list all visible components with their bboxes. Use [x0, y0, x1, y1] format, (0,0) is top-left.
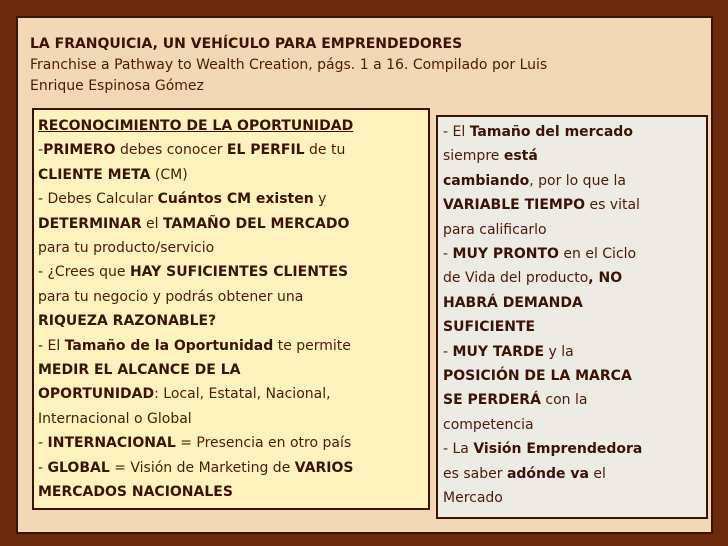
slide-header: [30, 34, 701, 97]
text-line: OPORTUNIDAD: Local, Estatal, Nacional,: [38, 386, 331, 403]
text-line: - MUY PRONTO en el Ciclo: [443, 246, 637, 263]
text-line: siempre está: [443, 148, 538, 165]
text-line: MEDIR EL ALCANCE DE LA: [38, 362, 241, 379]
text-line: RIQUEZA RAZONABLE?: [38, 313, 217, 330]
text-line: Internacional o Global: [38, 410, 192, 427]
text-line: MERCADOS NACIONALES: [38, 484, 233, 501]
text-line: - MUY TARDE y la: [443, 343, 574, 360]
text-line: POSICIÓN DE LA MARCA: [443, 368, 632, 385]
text-line: VARIABLE TIEMPO es vital: [443, 197, 640, 214]
opportunity-heading: RECONOCIMIENTO DE LA OPORTUNIDAD: [38, 118, 354, 134]
slide: [16, 16, 713, 534]
text-line: es saber adónde va el: [443, 465, 606, 482]
text-line: - Debes Calcular Cuántos CM existen y: [38, 191, 327, 208]
slide-title: LA FRANQUICIA, UN VEHÍCULO PARA EMPRENDEDORES: [30, 36, 463, 52]
text-line: CLIENTE META (CM): [38, 166, 188, 183]
text-line: Mercado: [443, 490, 503, 507]
text-line: de Vida del producto, NO: [443, 270, 623, 287]
slide-subtitle-line2: Enrique Espinosa Gómez: [30, 78, 204, 94]
text-line: para tu negocio y podrás obtener una: [38, 288, 304, 305]
slide-subtitle-line1: Franchise a Pathway to Wealth Creation, págs. 1 a 16. Compilado por Luis: [30, 57, 548, 73]
text-line: HABRÁ DEMANDA: [443, 294, 583, 311]
text-line: DETERMINAR el TAMAÑO DEL MERCADO: [38, 215, 350, 232]
text-line: - La Visión Emprendedora: [443, 441, 643, 458]
text-line: SE PERDERÁ con la: [443, 392, 588, 409]
text-line: - ¿Crees que HAY SUFICIENTES CLIENTES: [38, 264, 349, 281]
text-line: - INTERNACIONAL = Presencia en otro país: [38, 435, 352, 452]
text-line: -PRIMERO debes conocer EL PERFIL de tu: [38, 142, 346, 159]
text-line: para calificarlo: [443, 221, 547, 238]
text-line: cambiando, por lo que la: [443, 172, 626, 189]
text-line: - El Tamaño de la Oportunidad te permite: [38, 337, 351, 354]
text-line: - GLOBAL = Visión de Marketing de VARIOS: [38, 459, 354, 476]
text-line: - El Tamaño del mercado: [443, 124, 633, 140]
market-box: [436, 115, 708, 519]
text-line: SUFICIENTE: [443, 319, 536, 336]
opportunity-box: [32, 108, 430, 510]
text-line: competencia: [443, 416, 534, 433]
text-line: para tu producto/servicio: [38, 240, 215, 257]
